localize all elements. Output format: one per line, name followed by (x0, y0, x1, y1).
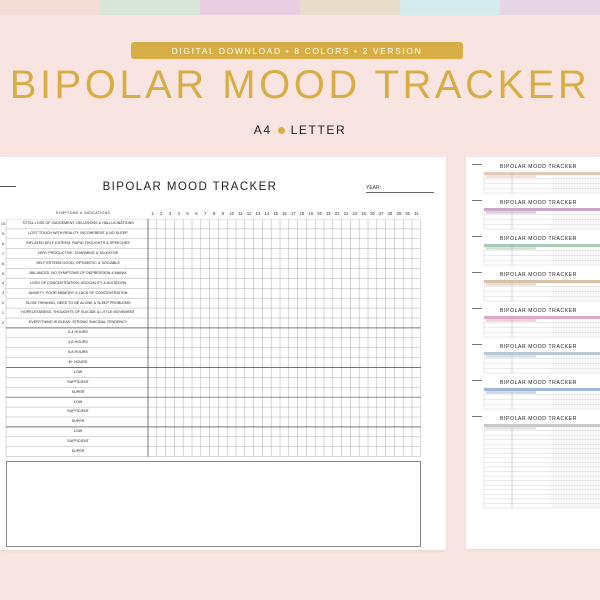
day-column-header: 22 (334, 211, 340, 216)
tracker-sheet-preview (0, 157, 446, 550)
day-column-header: 8 (212, 211, 216, 216)
day-column-header: 13 (255, 211, 261, 216)
row-label: SELF ESTEEM GOOD, OPTIMISTIC & SOCIABLE (36, 260, 120, 265)
row-label: LOW (73, 369, 83, 374)
bullet-dot-icon (278, 127, 285, 134)
row-label: LOSS OF CONCENTRATION, ASOCIALITY & AGITATION (29, 280, 127, 285)
tracker-row (0, 288, 421, 298)
row-label: 4-6 HOURS (68, 340, 88, 345)
row-label: EVERYTHING IS BLEAK, STRONG SUICIDAL TENDENCY (28, 320, 128, 325)
format-a4: A4 (253, 123, 272, 137)
color-swatch (200, 0, 300, 15)
day-column-header: 12 (246, 211, 252, 216)
color-swatch (0, 0, 100, 15)
thumbnail-grid (472, 426, 600, 509)
tracker-row (0, 407, 421, 417)
thumb-name-line (472, 200, 482, 201)
tracker-row (0, 348, 421, 358)
row-label: TOTAL LOSS OF JUDGEMENT, DELUSIONS & HALLUCINATIONS (22, 221, 134, 226)
day-column-header: 19 (308, 211, 314, 216)
tracker-row (0, 219, 421, 229)
mood-level-number: 5 (1, 270, 5, 276)
year-line (366, 192, 434, 193)
mood-level-number: 1 (1, 310, 5, 316)
thumb-name-line (472, 236, 482, 237)
row-label: 0-4 HOURS (68, 330, 88, 335)
color-version-thumbnail (472, 306, 600, 339)
row-label: 6-8 HOURS (68, 350, 88, 355)
tracker-row (0, 417, 421, 427)
tracker-row (0, 338, 421, 348)
color-swatch (400, 0, 500, 15)
day-column-header: 4 (177, 211, 180, 216)
tracker-row (0, 259, 421, 269)
thumb-name-line (472, 308, 482, 309)
day-column-header: 10 (229, 211, 234, 216)
row-label: LOW (73, 399, 83, 404)
year-label: YEAR: (366, 185, 382, 191)
mood-level-number: 2 (1, 300, 5, 306)
row-label: SUPER (71, 389, 85, 394)
day-column-header: 24 (352, 211, 358, 216)
day-column-header: 23 (343, 211, 349, 216)
thumbnail-grid (472, 354, 600, 374)
color-swatch-strip (0, 0, 600, 15)
mood-level-number: 8 (1, 240, 5, 246)
day-column-header: 30 (405, 211, 410, 216)
tracker-row (0, 239, 421, 249)
color-version-thumbnail (472, 414, 600, 514)
grid-header (0, 211, 421, 219)
tracker-row (0, 308, 421, 318)
thumbnail-title: BIPOLAR MOOD TRACKER (500, 200, 578, 206)
tracker-row (0, 387, 421, 397)
day-column-header: 7 (204, 211, 207, 216)
hero-title: BIPOLAR MOOD TRACKER (9, 63, 591, 107)
thumbnail-title: BIPOLAR MOOD TRACKER (500, 164, 578, 170)
color-swatch (300, 0, 400, 15)
row-label: SUPER (71, 449, 85, 454)
thumb-name-line (472, 416, 482, 417)
tracker-row (0, 377, 421, 387)
day-column-header: 2 (160, 211, 163, 216)
color-version-thumbnail (472, 270, 600, 303)
format-letter: LETTER (290, 123, 347, 137)
thumbnail-title: BIPOLAR MOOD TRACKER (500, 380, 578, 386)
row-label: VERY PRODUCTIVE, CHARMING & TALKATIVE (37, 251, 119, 256)
day-column-header: 28 (387, 211, 393, 216)
tracker-row (0, 328, 421, 338)
sheet-title: BIPOLAR MOOD TRACKER (102, 181, 278, 193)
row-label: BALANCED, NO SYMPTOMS OF DEPRESSION & MANIA (29, 270, 127, 275)
color-swatch (500, 0, 600, 15)
thumbnail-grid (472, 318, 600, 338)
thumbnail-grid (472, 282, 600, 302)
thumbnail-grid (472, 210, 600, 230)
day-column-header: 29 (396, 211, 402, 216)
color-version-thumbnail (472, 162, 600, 195)
thumbnail-grid (472, 174, 600, 194)
row-label: ANXIETY, POOR MEMORY & LACK OF CONCENTRATION (28, 290, 128, 295)
notes-box (6, 461, 421, 547)
thumbnail-title: BIPOLAR MOOD TRACKER (500, 236, 578, 242)
thumbnail-grid (472, 390, 600, 410)
symptoms-header: SYMPTOMS & INDICATIONS (55, 211, 111, 215)
tracker-row (0, 278, 421, 288)
mood-level-number: 9 (1, 230, 5, 236)
day-column-header: 14 (264, 211, 270, 216)
tracker-row (0, 318, 421, 328)
day-column-header: 11 (238, 211, 243, 216)
row-label: SLOW THINKING, NEED TO BE ALONE & SLEEP PROBLEMS (25, 300, 131, 305)
day-column-header: 18 (299, 211, 305, 216)
mood-level-number: 0 (1, 320, 5, 325)
day-column-header: 20 (317, 211, 322, 216)
thumb-name-line (472, 272, 482, 273)
color-versions-preview (466, 157, 600, 549)
day-column-header: 17 (290, 211, 296, 216)
tracker-row (0, 298, 421, 308)
thumb-name-line (472, 164, 482, 165)
tracker-row (0, 427, 421, 437)
thumbnail-title: BIPOLAR MOOD TRACKER (500, 308, 578, 314)
row-label: SUFFICIENT (67, 439, 89, 444)
thumbnail-title: BIPOLAR MOOD TRACKER (500, 272, 578, 278)
day-column-header: 16 (282, 211, 287, 216)
day-column-header: 5 (186, 211, 189, 216)
thumbnail-title: BIPOLAR MOOD TRACKER (500, 344, 578, 350)
day-column-header: 31 (414, 211, 419, 216)
row-label: SUFFICIENT (67, 379, 89, 384)
day-column-header: 6 (195, 211, 198, 216)
thumbnail-grid (472, 246, 600, 266)
day-column-header: 3 (168, 211, 172, 216)
tracker-row (0, 249, 421, 259)
name-line (0, 186, 16, 187)
thumb-name-line (472, 380, 482, 381)
tracker-row (0, 437, 421, 447)
mood-level-number: 6 (1, 260, 5, 266)
tracker-row (0, 368, 421, 378)
mood-level-number: 7 (1, 250, 5, 256)
mood-level-number: 4 (1, 280, 5, 286)
color-version-thumbnail (472, 198, 600, 231)
row-label: INFLATED SELF ESTEEM, RAPID THOUGHTS & SPEECHES (26, 241, 130, 246)
tracker-row (0, 269, 421, 279)
format-line (0, 123, 600, 137)
color-version-thumbnail (472, 378, 600, 411)
row-label: LOST TOUCH WITH REALITY, INCOHERENT & NO SLEEP (28, 231, 128, 236)
thumbnail-title: BIPOLAR MOOD TRACKER (500, 416, 578, 422)
color-version-thumbnail (472, 234, 600, 267)
mood-level-number: 10 (0, 221, 6, 226)
mood-level-number: 3 (1, 290, 5, 296)
row-label: HOPELESSNESS, THOUGHTS OF SUICIDE & LITTLE MOVEMENT (21, 310, 135, 315)
day-column-header: 21 (326, 211, 331, 216)
row-label: SUPER (71, 419, 85, 424)
day-column-header: 1 (151, 211, 154, 216)
digital-download-badge: DIGITAL DOWNLOAD • 8 COLORS • 2 VERSION (131, 42, 463, 59)
color-version-thumbnail (472, 342, 600, 375)
day-column-header: 15 (273, 211, 278, 216)
tracker-row (0, 229, 421, 239)
row-label: 8+ HOURS (68, 359, 88, 364)
day-column-header: 26 (370, 211, 375, 216)
day-column-header: 27 (378, 211, 384, 216)
color-swatch (100, 0, 200, 15)
thumb-name-line (472, 344, 482, 345)
row-label: LOW (73, 429, 83, 434)
day-column-header: 25 (361, 211, 366, 216)
tracker-row (0, 447, 421, 457)
tracker-row (0, 397, 421, 407)
row-label: SUFFICIENT (67, 409, 89, 414)
tracker-row (0, 358, 421, 368)
day-column-header: 9 (221, 211, 224, 216)
